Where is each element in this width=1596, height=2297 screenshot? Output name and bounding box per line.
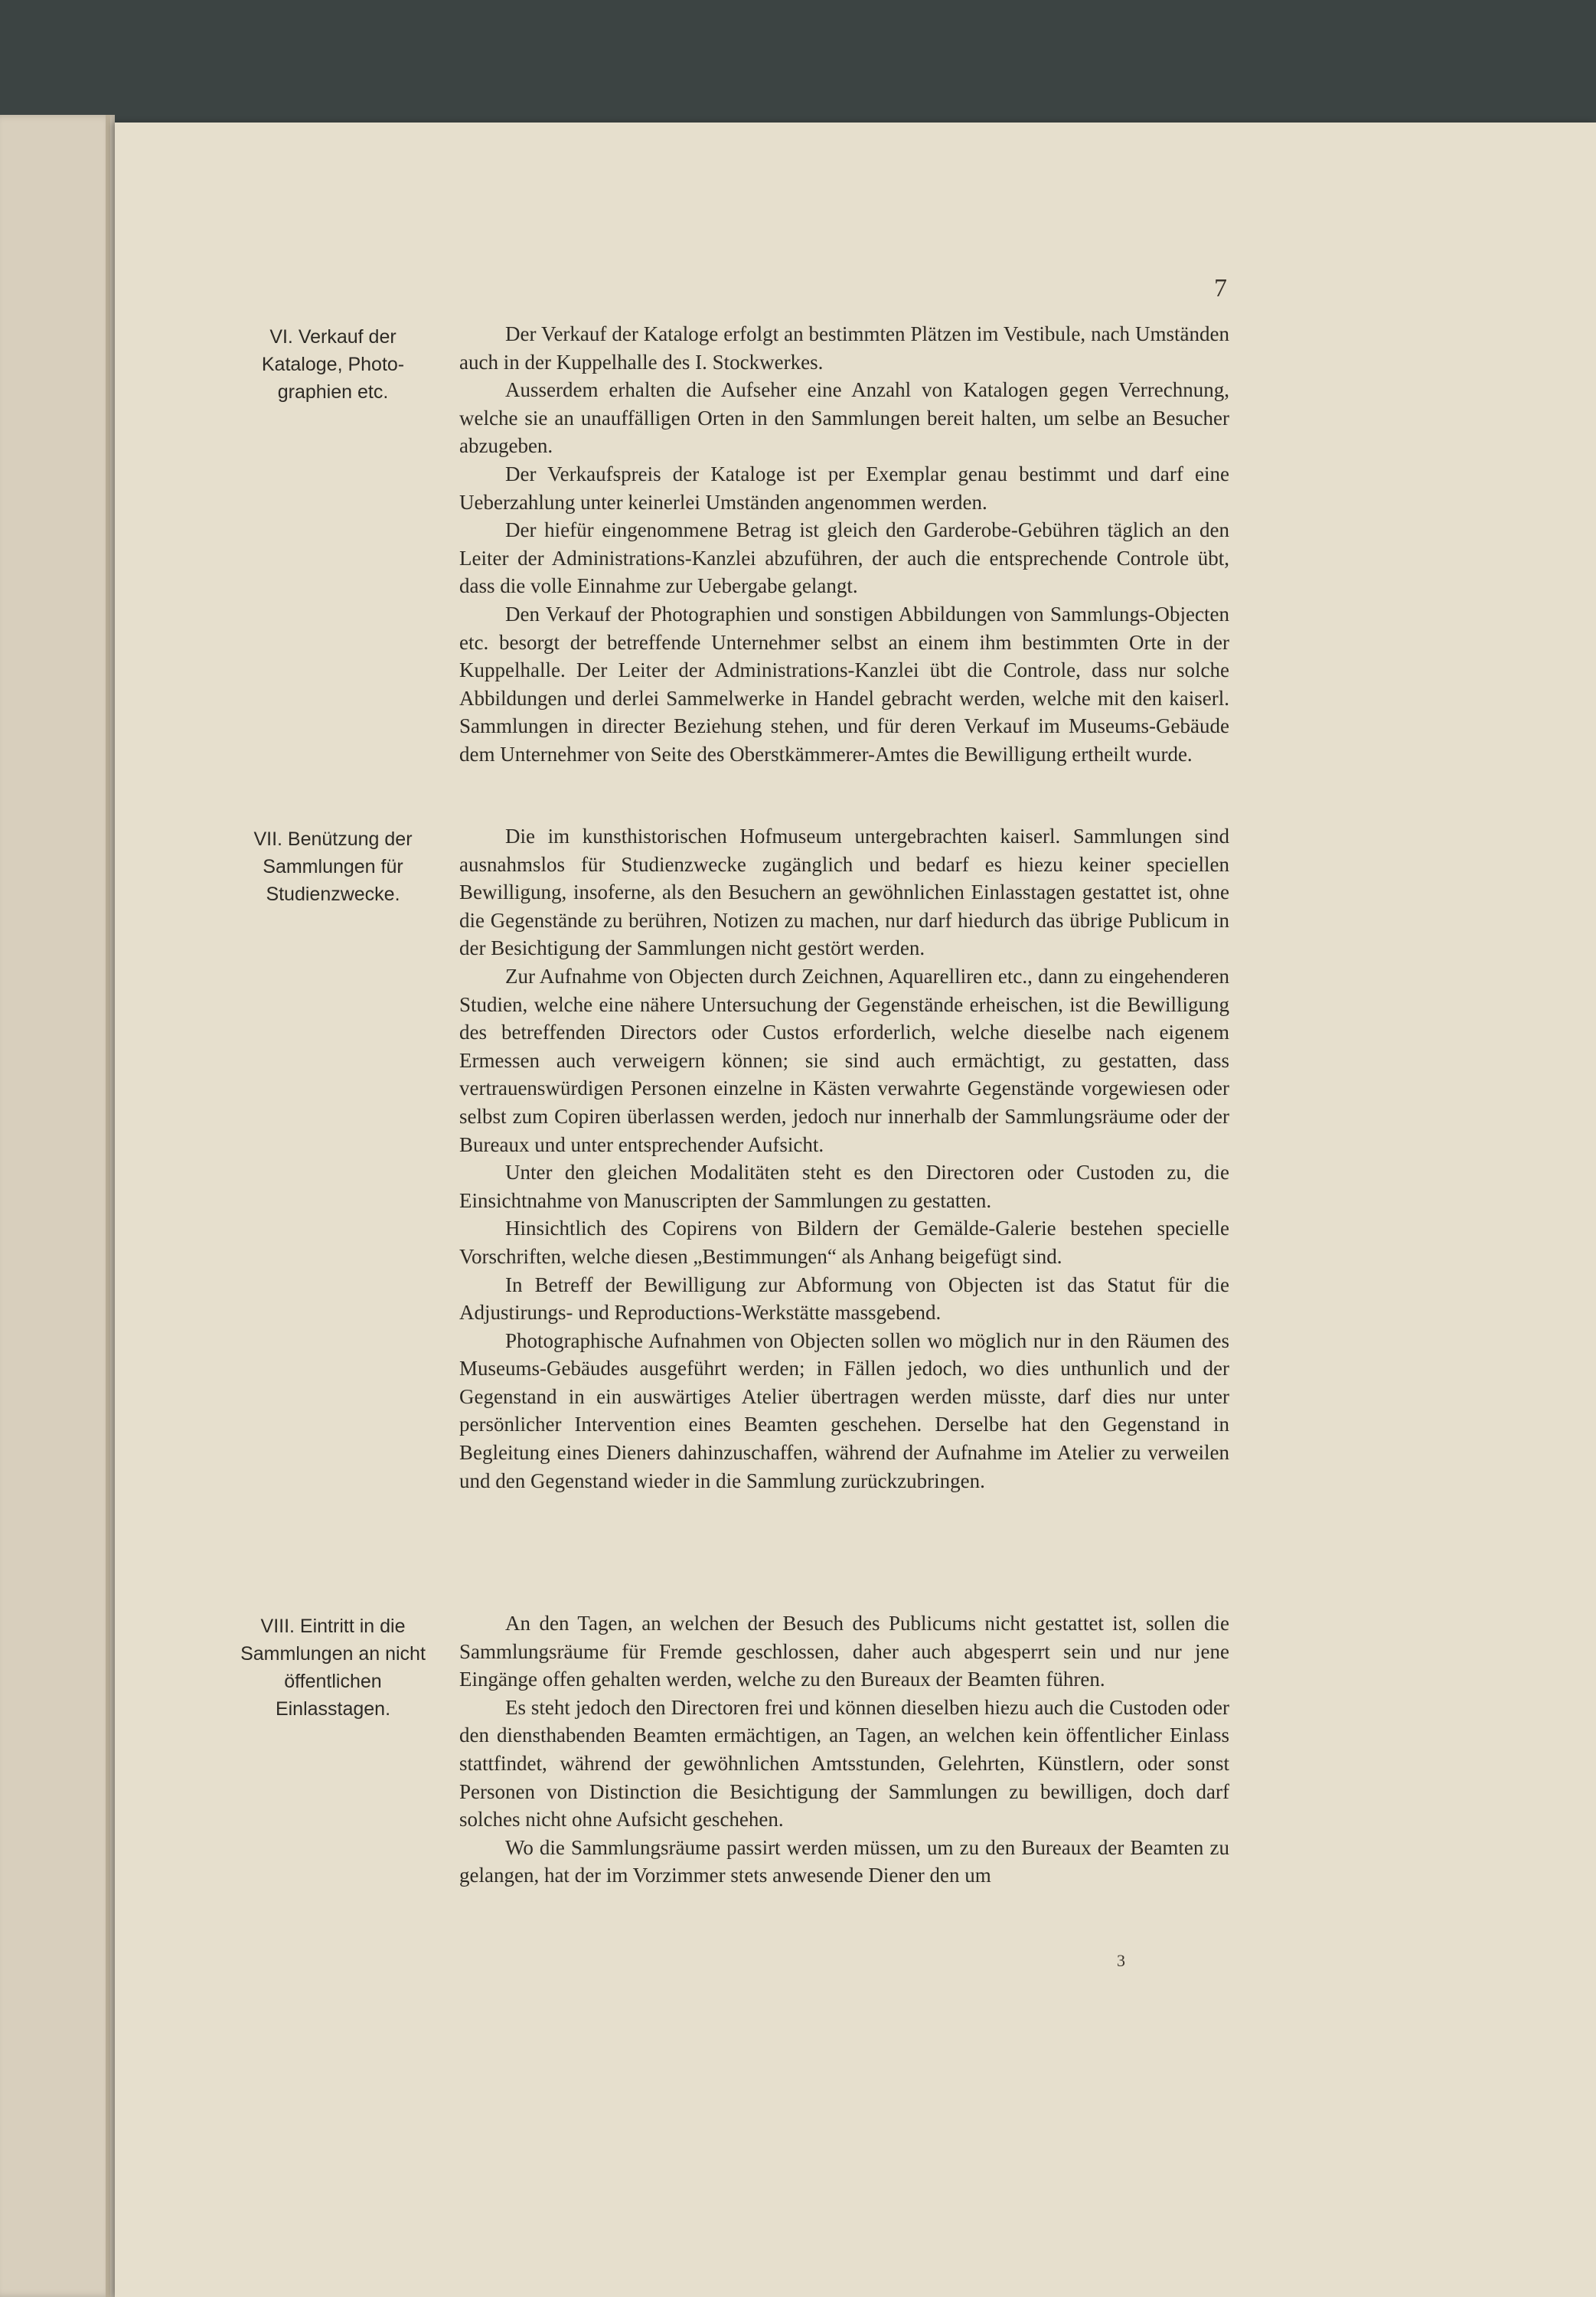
page-binding-shadow [106, 115, 110, 2297]
paragraph: An den Tagen, an welchen der Besuch des Publicums nicht gestattet ist, sollen die Sammlungsräume für Fremde geschlossen, daher auch abgesperrt sein und nur jene Eingänge offen gehalten werden, welche zu den Bureaux der Beamten führen. [459, 1612, 1229, 1691]
paragraph: Der Verkauf der Kataloge erfolgt an bestimmten Plätzen im Vestibule, nach Umständen auch in der Kuppelhalle des I. Stockwerkes. [459, 322, 1229, 374]
paragraph: Photographische Aufnahmen von Objecten sollen wo möglich nur in den Räumen des Museums-Gebäudes ausgeführt werden; in Fällen jedoch, wo dies unthunlich und der Gegenstand in ein auswärtiges Atelier übertragen werden müsste, darf dies nur unter persönlicher Intervention eines Beamten geschehen. Derselbe hat den Gegenstand in Begleitung eines Dieners dahinzuschaffen, während der Aufnahme im Atelier zu verweilen und den Gegenstand wieder in die Sammlung zurückzubringen. [459, 1328, 1229, 1492]
paragraph: Der Verkaufspreis der Kataloge ist per Exemplar genau bestimmt und darf eine Ueberzahlung unter keinerlei Umständen angenommen werden. [459, 462, 1229, 514]
page-number: 7 [1214, 274, 1227, 302]
signature-mark: 3 [1117, 1951, 1125, 1970]
paragraph: Den Verkauf der Photographien und sonstigen Abbildungen von Sammlungs-Objecten etc. besorgt der betreffende Unternehmer selbst an einem ihm bestimmten Orte in der Kuppelhalle. Der Leiter der Administrations-Kanzlei übt die Controle, dass nur solche Abbildungen und derlei Sammelwerke in Handel gebracht werden, welche mit den kaiserl. Sammlungen in directer Beziehung stehen, und für deren Verkauf im Museums-Gebäude dem Unternehmer von Seite des Oberstkämmerer-Amtes die Bewilligung ertheilt wurde. [459, 602, 1229, 766]
paragraph: Ausserdem erhalten die Aufseher eine Anzahl von Katalogen gegen Verrechnung, welche sie an unauffälligen Orten in den Sammlungen bereit halten, um selbe an Besucher abzugeben. [459, 378, 1229, 458]
paragraph: Die im kunsthistorischen Hofmuseum untergebrachten kaiserl. Sammlungen sind ausnahmslos für Studienzwecke zugänglich und bedarf es hiezu keiner speciellen Bewilligung, insoferne, als den Besuchern an gewöhnlichen Einlasstagen gestattet ist, ohne die Gegenstände zu berühren, Notizen zu machen, nur darf hiedurch das übrige Publicum in der Besichtigung der Sammlungen nicht gestört werden. [459, 825, 1229, 960]
section-heading-vi: VI. Verkauf der Kataloge, Photo-graphien etc. [261, 326, 405, 403]
section-heading-vii: VII. Benützung der Sammlungen für Studienzwecke. [253, 828, 413, 905]
paragraph: In Betreff der Bewilligung zur Abformung von Objecten ist das Statut für die Adjustirungs- und Reproductions-Werkstätte massgebend. [459, 1273, 1229, 1325]
paragraph: Zur Aufnahme von Objecten durch Zeichnen, Aquarelliren etc., dann zu eingehenderen Studien, welche eine nähere Untersuchung der Gegenstände erheischen, ist die Bewilligung des betreffenden Directors oder Custos erforderlich, welche dieselbe nach eigenem Ermessen auch verweigern können; sie sind auch ermächtigt, zu gestatten, dass vertrauenswürdigen Personen einzelne in Kästen verwahrte Gegenstände vorgewiesen oder selbst zum Copiren überlassen werden, jedoch nur innerhalb der Sammlungsräume oder der Bureaux und unter entsprechender Aufsicht. [459, 964, 1229, 1156]
previous-page-edge [0, 115, 115, 2297]
section-heading-viii: VIII. Eintritt in die Sammlungen an nicht öffentlichen Einlasstagen. [240, 1616, 426, 1720]
section-body-vi [459, 320, 1229, 769]
section-body-vii [459, 822, 1229, 1495]
paragraph: Der hiefür eingenommene Betrag ist gleich den Garderobe-Gebühren täglich an den Leiter der Administrations-Kanzlei abzuführen, der auch die entsprechende Controle übt, dass die volle Einnahme zur Uebergabe gelangt. [459, 518, 1229, 598]
section-body-viii [459, 1609, 1229, 1890]
paragraph: Wo die Sammlungsräume passirt werden müssen, um zu den Bureaux der Beamten zu gelangen, hat der im Vorzimmer stets anwesende Diener den um [459, 1835, 1229, 1887]
paragraph: Es steht jedoch den Directoren frei und können dieselben hiezu auch die Custoden oder den diensthabenden Beamten ermächtigen, an Tagen, an welchen kein öffentlicher Einlass stattfindet, während der gewöhnlichen Amtsstunden, Gelehrten, Künstlern, oder sonst Personen von Distinction die Besichtigung der Sammlungen zu bewilligen, doch darf solches nicht ohne Aufsicht geschehen. [459, 1695, 1229, 1831]
paragraph: Hinsichtlich des Copirens von Bildern der Gemälde-Galerie bestehen specielle Vorschriften, welche diesen „Bestimmungen“ als Anhang beigefügt sind. [459, 1217, 1229, 1268]
paragraph: Unter den gleichen Modalitäten steht es den Directoren oder Custoden zu, die Einsichtnahme von Manuscripten der Sammlungen zu gestatten. [459, 1161, 1229, 1212]
